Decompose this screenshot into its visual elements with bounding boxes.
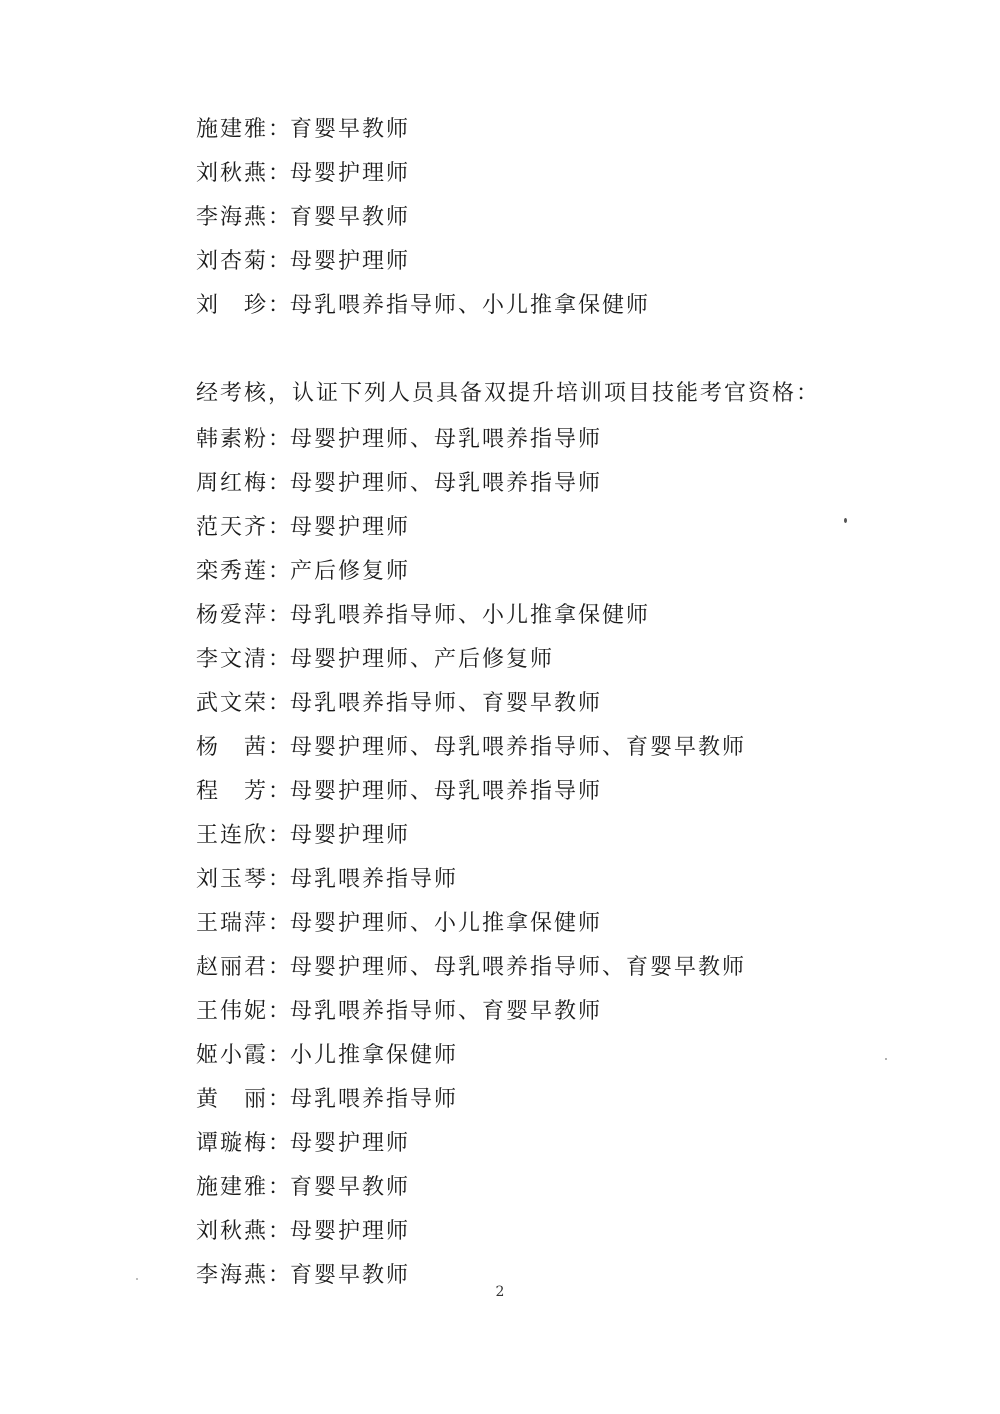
person-name: 李文清： — [196, 647, 293, 672]
list-item — [196, 902, 956, 946]
list-item — [196, 990, 956, 1034]
person-roles: 母乳喂养指导师、育婴早教师 — [290, 999, 603, 1024]
person-roles: 母婴护理师、小儿推拿保健师 — [290, 911, 603, 936]
list-item — [196, 1122, 956, 1166]
person-name: 赵丽君： — [196, 955, 293, 980]
top-name-list — [196, 108, 956, 328]
person-roles: 母乳喂养指导师、小儿推拿保健师 — [290, 603, 651, 628]
list-item — [196, 682, 956, 726]
person-roles: 母婴护理师 — [290, 249, 411, 274]
person-name: 刘玉琴： — [196, 867, 293, 892]
person-roles: 育婴早教师 — [290, 117, 411, 142]
person-roles: 小儿推拿保健师 — [290, 1043, 459, 1068]
person-roles: 母婴护理师 — [290, 515, 411, 540]
scan-speck — [885, 1058, 887, 1060]
person-name: 李海燕： — [196, 1263, 293, 1288]
person-roles: 母婴护理师 — [290, 1131, 411, 1156]
person-name: 李海燕： — [196, 205, 293, 230]
list-item — [196, 1166, 956, 1210]
person-roles: 母乳喂养指导师 — [290, 1087, 459, 1112]
person-roles: 育婴早教师 — [290, 1263, 411, 1288]
person-roles: 母婴护理师、母乳喂养指导师 — [290, 427, 603, 452]
person-name: 刘秋燕： — [196, 161, 293, 186]
list-item — [196, 240, 956, 284]
person-name: 刘杏菊： — [196, 249, 293, 274]
person-roles: 母乳喂养指导师、小儿推拿保健师 — [290, 293, 651, 318]
person-roles: 母乳喂养指导师 — [290, 867, 459, 892]
person-name: 施建雅： — [196, 117, 293, 142]
person-name: 武文荣： — [196, 691, 293, 716]
person-name: 王瑞萍： — [196, 911, 293, 936]
list-item — [196, 196, 956, 240]
list-item — [196, 858, 956, 902]
person-roles: 母婴护理师 — [290, 1219, 411, 1244]
list-item — [196, 814, 956, 858]
person-roles: 母婴护理师、母乳喂养指导师、育婴早教师 — [290, 955, 747, 980]
person-roles: 产后修复师 — [290, 559, 411, 584]
page-number: 2 — [495, 1284, 505, 1300]
person-roles: 母婴护理师、母乳喂养指导师 — [290, 779, 603, 804]
person-roles: 母乳喂养指导师、育婴早教师 — [290, 691, 603, 716]
list-item — [196, 638, 956, 682]
person-name: 谭璇梅： — [196, 1131, 293, 1156]
person-roles: 育婴早教师 — [290, 1175, 411, 1200]
person-name: 韩素粉： — [196, 427, 293, 452]
list-item — [196, 594, 956, 638]
person-name: 王连欣： — [196, 823, 293, 848]
examiner-name-list — [196, 418, 956, 1298]
list-item — [196, 152, 956, 196]
person-name: 黄 丽： — [196, 1087, 293, 1112]
person-name: 杨 茜： — [196, 735, 293, 760]
list-item — [196, 108, 956, 152]
person-name: 杨爱萍： — [196, 603, 293, 628]
intro-paragraph: 经考核，认证下列人员具备双提升培训项目技能考官资格： — [196, 381, 821, 406]
list-item — [196, 726, 956, 770]
list-item — [196, 284, 956, 328]
list-item — [196, 550, 956, 594]
person-name: 施建雅： — [196, 1175, 293, 1200]
person-name: 范天齐： — [196, 515, 293, 540]
person-name: 程 芳： — [196, 779, 293, 804]
scan-speck — [844, 518, 847, 523]
person-roles: 母婴护理师、母乳喂养指导师、育婴早教师 — [290, 735, 747, 760]
list-item — [196, 1078, 956, 1122]
list-item — [196, 770, 956, 814]
person-roles: 母婴护理师 — [290, 161, 411, 186]
person-name: 王伟妮： — [196, 999, 293, 1024]
scan-speck — [136, 1278, 138, 1280]
person-name: 刘 珍： — [196, 293, 293, 318]
list-item — [196, 946, 956, 990]
person-roles: 母婴护理师、母乳喂养指导师 — [290, 471, 603, 496]
list-item — [196, 506, 956, 550]
list-item — [196, 462, 956, 506]
person-roles: 育婴早教师 — [290, 205, 411, 230]
person-roles: 母婴护理师 — [290, 823, 411, 848]
list-item — [196, 1034, 956, 1078]
list-item — [196, 1210, 956, 1254]
person-name: 栾秀莲： — [196, 559, 293, 584]
person-name: 周红梅： — [196, 471, 293, 496]
person-roles: 母婴护理师、产后修复师 — [290, 647, 555, 672]
list-item — [196, 418, 956, 462]
person-name: 姬小霞： — [196, 1043, 293, 1068]
person-name: 刘秋燕： — [196, 1219, 293, 1244]
